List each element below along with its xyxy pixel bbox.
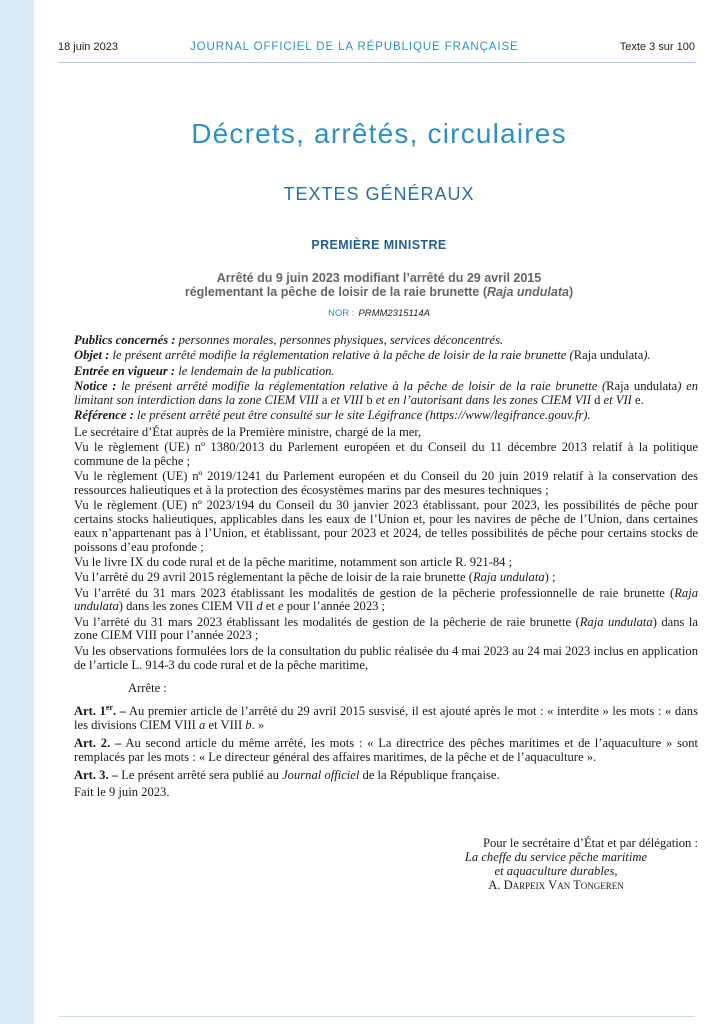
- nor-reference: [34, 308, 724, 319]
- summary-objet: Objet : le présent arrêté modifie la réglementation relative à la pêche de loisir de la raie brunette (Raja undulata).: [74, 348, 651, 363]
- visa-item: Vu l’arrêté du 31 mars 2023 établissant les modalités de gestion de la pêcherie de raie brunette (Raja undulata) dans la zone CIEM VIII pour l’année 2023 ;: [74, 614, 698, 643]
- nor-label: NOR :: [327, 308, 355, 319]
- visa-item: Vu le règlement (UE) nº 1380/2013 du Parlement européen et du Conseil du 11 décembre 2013 relatif à la politique commune de la pêche ;: [74, 440, 698, 468]
- subsection-title: TEXTES GÉNÉRAUX: [283, 184, 475, 204]
- summary-notice: Notice : le présent arrêté modifie la réglementation relative à la pêche de loisir de la raie brunette (Raja undulata) en limitant son interdiction dans la zone CIEM VIII a et VIII b et en l’autorisant dans les zones CIEM VII d et VII e.: [74, 378, 698, 407]
- arrete-title: [34, 271, 724, 299]
- left-margin-bar: [0, 0, 34, 1024]
- visa-item: Vu l’arrêté du 29 avril 2015 réglementant la pêche de loisir de la raie brunette (Raja undulata) ;: [74, 570, 556, 585]
- article-3: Art. 3. – Le présent arrêté sera publié au Journal officiel de la République française.: [74, 767, 500, 782]
- signature-role-line2: et aquaculture durables,: [494, 864, 618, 878]
- visa-item: Vu le règlement (UE) nº 2023/194 du Conseil du 30 janvier 2023 établissant, pour 2023, les possibilités de pêche pour certains stocks halieutiques, applicables dans les eaux de l’Union et, pour les navires de pêche de l’Union, dans certaines eaux n’appartenant pas à l’Union, et établissant, pour 2023 et 2024, de telles possibilités de pêche pour certains stocks de poissons d’eau profonde ;: [74, 498, 698, 554]
- document-body: [74, 334, 698, 802]
- visa-item: Vu l’arrêté du 31 mars 2023 établissant les modalités de gestion de la pêcherie professionnelle de raie brunette (Raja undulata) dans les zones CIEM VII d et e pour l’année 2023 ;: [74, 585, 698, 614]
- header-journal-title: JOURNAL OFFICIEL DE LA RÉPUBLIQUE FRANÇAISE: [190, 41, 519, 53]
- page-header: [58, 41, 695, 63]
- header-date: 18 juin 2023: [58, 41, 118, 53]
- visa-item: Vu le livre IX du code rural et de la pêche maritime, notamment son article R. 921-84 ;: [74, 554, 513, 569]
- summary-entree: Entrée en vigueur : le lendemain de la publication.: [74, 363, 335, 378]
- header-text-number: Texte 3 sur 100: [619, 41, 695, 53]
- ministry-name: PREMIÈRE MINISTRE: [311, 238, 447, 252]
- arrete-word: Arrête :: [128, 681, 167, 696]
- section-title: Décrets, arrêtés, circulaires: [191, 118, 567, 149]
- nor-code: PRMM2315114A: [358, 308, 431, 319]
- summary-reference: Référence : le présent arrêté peut être consulté sur le site Légifrance (https://www/legifrance.gouv.fr).: [74, 407, 591, 422]
- signature-block: [414, 836, 698, 892]
- signature-role-line1: La cheffe du service pêche maritime: [464, 850, 648, 864]
- signature-delegation: Pour le secrétaire d’État et par délégation :: [482, 836, 698, 850]
- arrete-title-line2: réglementant la pêche de loisir de la raie brunette (Raja undulata): [184, 285, 574, 299]
- visa-preamble: Le secrétaire d’État auprès de la Première ministre, chargé de la mer,: [74, 424, 422, 439]
- visa-item: Vu le règlement (UE) nº 2019/1241 du Parlement européen et du Conseil du 20 juin 2019 relatif à la conservation des ressources halieutiques et à la protection des écosystèmes marins par des mesures techniques ;: [74, 469, 698, 497]
- visa-item: Vu les observations formulées lors de la consultation du public réalisée du 4 mai 2023 au 24 mai 2023 inclus en application de l’article L. 914-3 du code rural et de la pêche maritime,: [74, 643, 698, 672]
- header-divider: [58, 62, 695, 63]
- document-page: [34, 0, 724, 1024]
- article-1: Art. 1er. – Au premier article de l’arrêté du 29 avril 2015 susvisé, il est ajouté après le mot : « interdite » les mots : « dans les divisions CIEM VIII a et VIII b. »: [74, 703, 698, 733]
- fait-date: Fait le 9 juin 2023.: [74, 785, 170, 800]
- summary-publics: Publics concernés : personnes morales, personnes physiques, services déconcentrés.: [74, 333, 504, 347]
- footer-divider: [58, 1016, 695, 1017]
- arrete-title-line1: Arrêté du 9 juin 2023 modifiant l’arrêté du 29 avril 2015: [216, 271, 542, 285]
- signature-name: A. Darpeix Van Tongeren: [488, 878, 624, 892]
- article-2: Art. 2. – Au second article du même arrêté, les mots : « La directrice des pêches maritimes et de l’aquaculture » sont remplacés par les mots : « Le directeur général des affaires maritimes, de la pêche et de l’aquaculture ».: [74, 735, 698, 764]
